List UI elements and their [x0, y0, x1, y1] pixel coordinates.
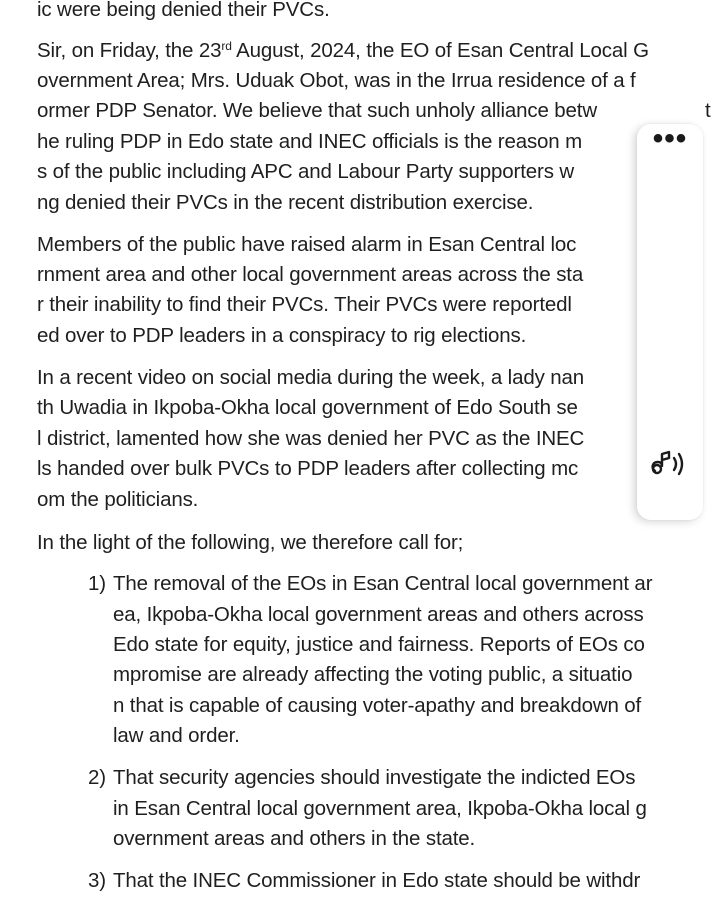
text-line: ng denied their PVCs in the recent distribution exercise.: [37, 191, 534, 214]
text-line: l district, lamented how she was denied her PVC as the INEC: [37, 427, 585, 450]
text-line: ed over to PDP leaders in a conspiracy to rig elections.: [37, 324, 527, 347]
list-number: 1): [88, 572, 106, 595]
text-line: rnment area and other local government areas across the sta: [37, 263, 584, 286]
list-line-text: mpromise are already affecting the voting public, a situatio: [113, 663, 633, 686]
list-line: The removal of the EOs in Esan Central local government ar: [113, 572, 653, 595]
text-line: s of the public including APC and Labour Party supporters w: [37, 160, 574, 183]
text-line: In a recent video on social media during the week, a lady nan: [37, 366, 584, 389]
text-line: r their inability to find their PVCs. Their PVCs were reportedl: [37, 293, 572, 316]
list-line-text: n that is capable of causing voter-apathy and breakdown of: [113, 694, 642, 717]
text-line: overnment Area; Mrs. Uduak Obot, was in the Irrua residence of a f: [37, 69, 636, 92]
text-line: ls handed over bulk PVCs to PDP leaders after collecting mc: [37, 457, 579, 480]
text-line: ic were being denied their PVCs.: [37, 0, 330, 21]
list-line-text: overnment areas and others in the state.: [113, 827, 476, 850]
read-aloud-icon: [647, 444, 693, 484]
list-line-text: Edo state for equity, justice and fairness. Reports of EOs co: [113, 633, 645, 656]
list-number: 3): [88, 869, 106, 892]
text-line: th Uwadia in Ikpoba-Okha local government of Edo South se: [37, 396, 578, 419]
text-line: [37, 36, 649, 66]
text-fragment: August, 2024, the EO of Esan Central Local G: [231, 39, 649, 62]
list-line-text: law and order.: [113, 724, 240, 747]
text-line: Members of the public have raised alarm in Esan Central loc: [37, 233, 577, 256]
list-line: That security agencies should investigate the indicted EOs: [113, 766, 636, 789]
list-line: That the INEC Commissioner in Edo state should be withdr: [113, 869, 641, 892]
edge-glyph: t: [705, 99, 711, 122]
list-line-text: in Esan Central local government area, Ikpoba-Okha local g: [113, 797, 647, 820]
list-number: 2): [88, 766, 106, 789]
more-options-button[interactable]: [637, 124, 703, 154]
floating-toolbar: [637, 124, 703, 520]
text-fragment: Sir, on Friday, the 23: [37, 39, 222, 62]
text-line: om the politicians.: [37, 488, 199, 511]
text-line: he ruling PDP in Edo state and INEC officials is the reason m: [37, 130, 583, 153]
superscript: rd: [221, 39, 232, 53]
list-line-text: ea, Ikpoba-Okha local government areas and others across: [113, 603, 644, 626]
text-line: In the light of the following, we therefore call for;: [37, 531, 464, 554]
read-aloud-button[interactable]: [647, 444, 693, 484]
more-options-icon: •••: [652, 122, 688, 155]
text-line: ormer PDP Senator. We believe that such unholy alliance betw: [37, 99, 598, 122]
